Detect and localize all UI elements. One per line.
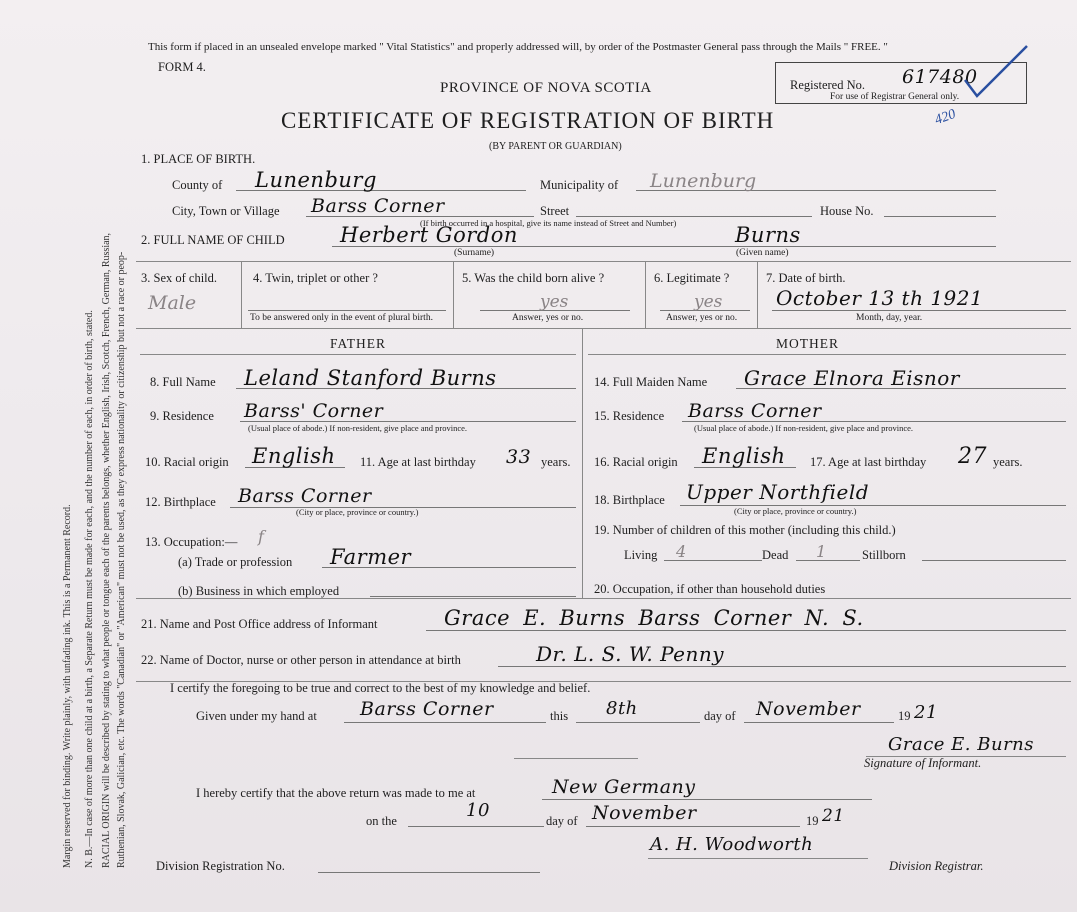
- this-label: this: [550, 709, 569, 723]
- mother-birthplace: Upper Northfield: [686, 480, 870, 504]
- page-subtitle: (BY PARENT OR GUARDIAN): [489, 141, 622, 152]
- father-name: Leland Stanford Burns: [244, 366, 497, 390]
- father-business-label: (b) Business in which employed: [178, 584, 340, 598]
- margin-note: Margin reserved for binding. Write plainly, with unfading ink. This is a Permanent Record.: [62, 504, 73, 868]
- mother-age-unit: years.: [993, 455, 1023, 469]
- father-age-unit: years.: [541, 455, 571, 469]
- father-age: 33: [506, 446, 532, 468]
- informant-signature: Grace E. Burns: [888, 734, 1035, 755]
- date-of-birth-value: October 13 th 1921: [776, 286, 984, 310]
- mother-name-label: 14. Full Maiden Name: [594, 375, 708, 389]
- registrar-year: 21: [822, 806, 845, 826]
- date-of-birth-label: 7. Date of birth.: [766, 271, 846, 285]
- informant-label: 21. Name and Post Office address of Informant: [141, 617, 378, 631]
- registrar-year-prefix: 19: [806, 814, 819, 828]
- city-label: City, Town or Village: [172, 204, 280, 218]
- house-number-label: House No.: [820, 204, 874, 218]
- county-label: County of: [172, 178, 223, 192]
- mother-age-label: 17. Age at last birthday: [810, 455, 927, 469]
- father-birthplace: Barss Corner: [238, 485, 372, 507]
- stillborn-label: Stillborn: [862, 548, 906, 562]
- child-surname: Burns: [735, 223, 801, 247]
- doctor-label: 22. Name of Doctor, nurse or other person in attendance at birth: [141, 653, 461, 667]
- registered-number: 617480: [902, 66, 978, 88]
- certify-day: 8th: [606, 698, 638, 719]
- page-title: CERTIFICATE OF REGISTRATION OF BIRTH: [281, 108, 775, 133]
- signature-caption: Signature of Informant.: [864, 756, 982, 770]
- surname-caption: (Surname): [454, 248, 495, 258]
- mother-racial-label: 16. Racial origin: [594, 455, 678, 469]
- registered-label: Registered No.: [790, 78, 865, 92]
- mother-residence-note: (Usual place of abode.) If non-resident, give place and province.: [694, 423, 914, 433]
- father-birthplace-label: 12. Birthplace: [145, 495, 216, 509]
- street-label: Street: [540, 204, 570, 218]
- province-heading: PROVINCE OF NOVA SCOTIA: [440, 80, 652, 96]
- registrar-day: 10: [466, 800, 490, 821]
- father-age-label: 11. Age at last birthday: [360, 455, 476, 469]
- born-alive-note: Answer, yes or no.: [512, 313, 584, 323]
- living-label: Living: [624, 548, 658, 562]
- registered-note: For use of Registrar General only.: [830, 92, 960, 102]
- born-alive-label: 5. Was the child born alive ?: [462, 271, 605, 285]
- registrar-place: New Germany: [552, 776, 696, 798]
- nb-note: N. B.—In case of more than one child at a birth, a Separate Return must be made for each, and the number of each, in order of birth, stated.: [84, 310, 95, 868]
- legitimate-value: yes: [694, 292, 723, 312]
- father-trade: Farmer: [330, 545, 412, 569]
- mother-racial-value: English: [702, 444, 786, 468]
- sex-value: Male: [148, 292, 197, 314]
- living-value: 4: [676, 542, 687, 561]
- born-alive-value: yes: [540, 292, 569, 312]
- father-residence-note: (Usual place of abode.) If non-resident, give place and province.: [248, 423, 468, 433]
- county-value: Lunenburg: [255, 168, 377, 192]
- father-racial-value: English: [252, 444, 336, 468]
- mother-name: Grace Elnora Eisnor: [744, 366, 960, 390]
- child-name-label: 2. FULL NAME OF CHILD: [141, 233, 285, 247]
- dead-value: 1: [816, 542, 827, 561]
- child-given-name: Herbert Gordon: [340, 223, 518, 247]
- mother-age: 27: [958, 444, 987, 469]
- given-under-label: Given under my hand at: [196, 709, 317, 723]
- mother-heading: MOTHER: [776, 336, 839, 351]
- father-trade-label: (a) Trade or profession: [178, 555, 293, 569]
- racial-origin-note-2: Ruthenian, Slovak, Galician, etc. The words "Canadian" or "American" must not be used, as they express nationality or citizenship but not a race or peop-: [116, 251, 127, 868]
- children-count-label: 19. Number of children of this mother (including this child.): [594, 523, 896, 537]
- certify-month: November: [756, 698, 861, 720]
- mother-occupation-label: 20. Occupation, if other than household duties: [594, 582, 826, 596]
- municipality-value: Lunenburg: [650, 170, 757, 192]
- check-mark-icon: [955, 40, 1035, 120]
- mother-residence: Barss Corner: [688, 400, 822, 422]
- sex-label: 3. Sex of child.: [141, 271, 218, 285]
- certify-year-prefix: 19: [898, 709, 911, 723]
- form-number: FORM 4.: [158, 60, 206, 74]
- father-name-label: 8. Full Name: [150, 375, 216, 389]
- father-birthplace-note: (City or place, province or country.): [296, 507, 419, 517]
- registrar-signature: A. H. Woodworth: [650, 834, 814, 855]
- mother-birthplace-label: 18. Birthplace: [594, 493, 665, 507]
- place-of-birth-heading: 1. PLACE OF BIRTH.: [141, 152, 256, 166]
- city-value: Barss Corner: [311, 195, 445, 217]
- twin-label: 4. Twin, triplet or other ?: [253, 271, 378, 285]
- mother-birthplace-note: (City or place, province or country.): [734, 506, 857, 516]
- mother-residence-label: 15. Residence: [594, 409, 665, 423]
- hospital-note: (If birth occurred in a hospital, give its name instead of Street and Number): [420, 218, 677, 228]
- ink-stamp: 420: [932, 106, 958, 129]
- father-heading: FATHER: [330, 336, 387, 351]
- given-name-caption: (Given name): [736, 248, 789, 258]
- legitimate-label: 6. Legitimate ?: [654, 271, 730, 285]
- date-of-birth-note: Month, day, year.: [856, 313, 923, 323]
- legitimate-note: Answer, yes or no.: [666, 313, 738, 323]
- division-registrar-caption: Division Registrar.: [889, 859, 984, 873]
- father-residence: Barss' Corner: [244, 400, 384, 422]
- registrar-on-label: on the: [366, 814, 397, 828]
- division-registration-label: Division Registration No.: [156, 859, 285, 873]
- registrar-day-of-label: day of: [546, 814, 578, 828]
- doctor-value: Dr. L. S. W. Penny: [536, 642, 725, 666]
- father-racial-label: 10. Racial origin: [145, 455, 229, 469]
- postal-notice: This form if placed in an unsealed envelope marked " Vital Statistics" and properly addressed will, by order of the Postmaster General pass through the Mails " FREE. ": [148, 41, 888, 53]
- certify-year: 21: [914, 702, 938, 723]
- informant-value: Grace E. Burns Barss Corner N. S.: [444, 606, 864, 630]
- father-residence-label: 9. Residence: [150, 409, 214, 423]
- municipality-label: Municipality of: [540, 178, 619, 192]
- father-occupation-mark: f: [258, 527, 264, 546]
- racial-origin-note-1: RACIAL ORIGIN will be described by stating to what people or tongue each of the parents belongs, whether English, Irish, Scotch, French, German, Russian,: [101, 232, 112, 868]
- registrar-text: I hereby certify that the above return was made to me at: [196, 786, 476, 800]
- registrar-month: November: [592, 802, 697, 824]
- certify-text: I certify the foregoing to be true and correct to the best of my knowledge and belief.: [170, 681, 591, 695]
- father-occupation-label: 13. Occupation:—: [145, 535, 238, 549]
- certify-day-of-label: day of: [704, 709, 736, 723]
- given-place: Barss Corner: [360, 698, 494, 720]
- dead-label: Dead: [762, 548, 789, 562]
- twin-note: To be answered only in the event of plural birth.: [250, 313, 433, 323]
